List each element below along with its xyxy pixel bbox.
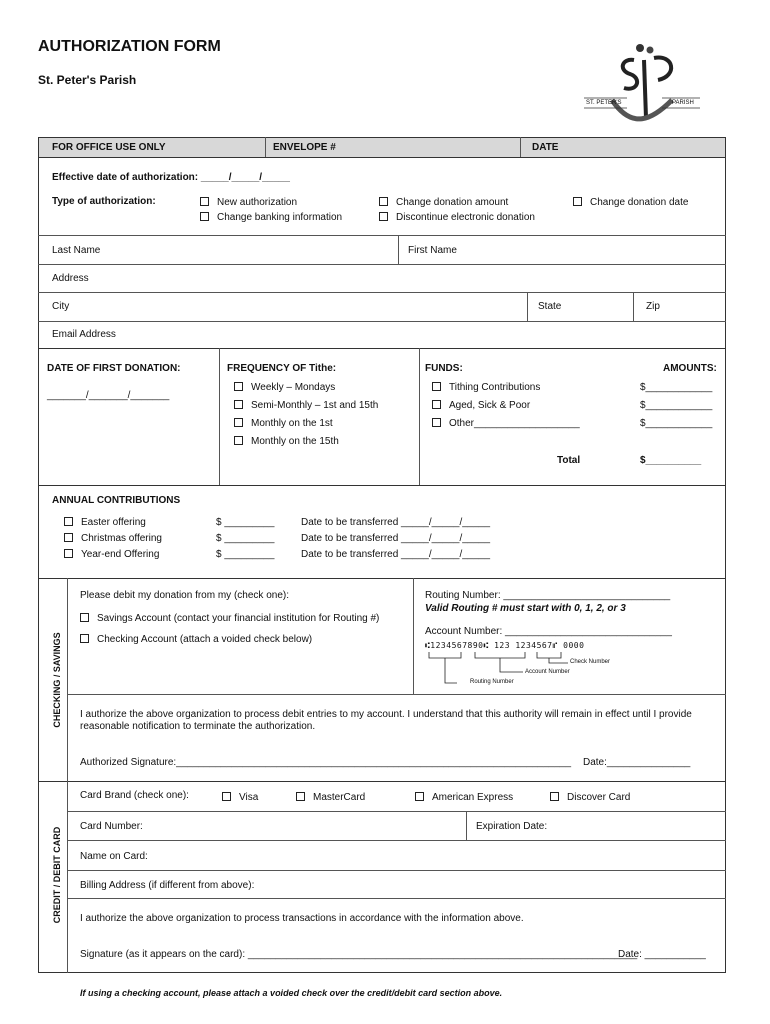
freq-monthly-1st[interactable]: Monthly on the 1st [234, 418, 333, 429]
opt-checking[interactable]: Checking Account (attach a voided check below) [80, 634, 312, 645]
check-number-label: Check Number [570, 659, 611, 665]
city-field[interactable]: City [52, 301, 70, 312]
annual-amount-christmas[interactable]: $ _________ [216, 533, 275, 544]
opt-change-date[interactable]: Change donation date [573, 197, 688, 208]
name-on-card-field[interactable]: Name on Card: [80, 851, 148, 862]
annual-easter[interactable]: Easter offering [64, 517, 146, 528]
footer-note: If using a checking account, please attach a voided check over the credit/debit card section above. [80, 988, 503, 998]
card-signature-date[interactable]: Date: ___________ [618, 949, 706, 960]
account-number-field[interactable]: Account Number: ______________________________ [425, 626, 672, 637]
checkbox-icon[interactable] [80, 634, 89, 643]
annual-year-end[interactable]: Year-end Offering [64, 549, 159, 560]
account-number-label: Account Number [525, 669, 570, 675]
card-number-field[interactable]: Card Number: [80, 821, 143, 832]
office-use-label: FOR OFFICE USE ONLY [52, 142, 166, 153]
checkbox-icon[interactable] [64, 549, 73, 558]
checking-side-label: CHECKING / SAVINGS [52, 632, 62, 728]
opt-change-amount[interactable]: Change donation amount [379, 197, 508, 208]
date-label: DATE [532, 142, 559, 153]
transfer-date-easter[interactable]: Date to be transferred _____/_____/_____ [301, 517, 491, 528]
logo-text-right: PARISH [672, 100, 694, 106]
debit-authorization-text: I authorize the above organization to process debit entries to my account. I understand that this authority will remain in effect until I provide reasonable notification to terminate the authorization. [80, 709, 692, 732]
card-signature[interactable]: Signature (as it appears on the card): ______________________________________________________________________ [80, 949, 638, 960]
annual-christmas[interactable]: Christmas offering [64, 533, 162, 544]
fund-aged-sick-poor[interactable]: Aged, Sick & Poor [432, 400, 530, 411]
checkbox-icon[interactable] [200, 212, 209, 221]
micr-line: ⑆1234567890⑆ 123 1234567⑈ 0000 [425, 641, 585, 650]
checkbox-icon[interactable] [379, 212, 388, 221]
freq-monthly-15th[interactable]: Monthly on the 15th [234, 436, 339, 447]
checkbox-icon[interactable] [200, 197, 209, 206]
routing-number-field[interactable]: Routing Number: ______________________________ [425, 590, 671, 601]
checkbox-icon[interactable] [379, 197, 388, 206]
state-field[interactable]: State [538, 301, 562, 312]
opt-savings[interactable]: Savings Account (contact your financial institution for Routing #) [80, 613, 379, 624]
brand-visa[interactable]: Visa [222, 792, 258, 803]
card-brand-label: Card Brand (check one): [80, 790, 189, 801]
total-label: Total [557, 455, 581, 466]
freq-semi-monthly[interactable]: Semi-Monthly – 1st and 15th [234, 400, 378, 411]
logo-text-left: ST. PETER'S [586, 100, 622, 106]
freq-weekly[interactable]: Weekly – Mondays [234, 382, 335, 393]
checkbox-icon[interactable] [80, 613, 89, 622]
opt-change-banking[interactable]: Change banking information [200, 212, 342, 223]
checkbox-icon[interactable] [415, 792, 424, 801]
checkbox-icon[interactable] [432, 382, 441, 391]
billing-address-field[interactable]: Billing Address (if different from above): [80, 880, 255, 891]
brand-discover[interactable]: Discover Card [550, 792, 630, 803]
checkbox-icon[interactable] [296, 792, 305, 801]
checkbox-icon[interactable] [64, 517, 73, 526]
checkbox-icon[interactable] [222, 792, 231, 801]
frequency-label: FREQUENCY OF Tithe: [227, 363, 337, 374]
amount-tithing[interactable]: $____________ [640, 382, 713, 393]
form-title: AUTHORIZATION FORM [38, 38, 221, 55]
expiration-date-field[interactable]: Expiration Date: [476, 821, 548, 832]
checkbox-icon[interactable] [64, 533, 73, 542]
checkbox-icon[interactable] [573, 197, 582, 206]
effective-date[interactable]: Effective date of authorization: _____/_____/_____ [52, 172, 290, 183]
amount-aged[interactable]: $____________ [640, 400, 713, 411]
opt-new-authorization[interactable]: New authorization [200, 197, 297, 208]
funds-label: FUNDS: [425, 363, 463, 374]
checkbox-icon[interactable] [234, 382, 243, 391]
zip-field[interactable]: Zip [646, 301, 660, 312]
card-authorization-text: I authorize the above organization to process transactions in accordance with the information above. [80, 913, 524, 924]
fund-other[interactable]: Other___________________ [432, 418, 580, 429]
address-field[interactable]: Address [52, 273, 89, 284]
debit-prompt: Please debit my donation from my (check one): [80, 590, 289, 601]
auth-type-label: Type of authorization: [52, 196, 156, 207]
amount-other[interactable]: $____________ [640, 418, 713, 429]
checkbox-icon[interactable] [432, 418, 441, 427]
checkbox-icon[interactable] [550, 792, 559, 801]
parish-name: St. Peter's Parish [38, 73, 137, 87]
transfer-date-year-end[interactable]: Date to be transferred _____/_____/_____ [301, 549, 491, 560]
annual-label: ANNUAL CONTRIBUTIONS [52, 495, 181, 506]
last-name-field[interactable]: Last Name [52, 245, 101, 256]
brand-amex[interactable]: American Express [415, 792, 513, 803]
annual-amount-year-end[interactable]: $ _________ [216, 549, 275, 560]
logo-icon [582, 40, 702, 130]
first-donation-label: DATE OF FIRST DONATION: [47, 363, 181, 374]
parish-logo [582, 40, 702, 130]
checkbox-icon[interactable] [234, 400, 243, 409]
routing-note: Valid Routing # must start with 0, 1, 2, or 3 [425, 603, 626, 614]
card-section [38, 781, 726, 973]
card-side-label: CREDIT / DEBIT CARD [52, 826, 62, 924]
fund-tithing[interactable]: Tithing Contributions [432, 382, 540, 393]
routing-number-label: Routing Number [470, 679, 514, 685]
annual-amount-easter[interactable]: $ _________ [216, 517, 275, 528]
first-donation-date[interactable]: _______/_______/_______ [47, 390, 170, 401]
transfer-date-christmas[interactable]: Date to be transferred _____/_____/_____ [301, 533, 491, 544]
envelope-label: ENVELOPE # [273, 142, 336, 153]
total-amount[interactable]: $__________ [640, 455, 702, 466]
authorized-signature-date[interactable]: Date:_______________ [583, 757, 691, 768]
first-name-field[interactable]: First Name [408, 245, 457, 256]
checkbox-icon[interactable] [234, 436, 243, 445]
amounts-label: AMOUNTS: [663, 363, 717, 374]
authorized-signature[interactable]: Authorized Signature:_______________________________________________________________________ [80, 757, 572, 768]
email-field[interactable]: Email Address [52, 329, 116, 340]
checkbox-icon[interactable] [234, 418, 243, 427]
brand-mastercard[interactable]: MasterCard [296, 792, 365, 803]
checkbox-icon[interactable] [432, 400, 441, 409]
opt-discontinue[interactable]: Discontinue electronic donation [379, 212, 535, 223]
